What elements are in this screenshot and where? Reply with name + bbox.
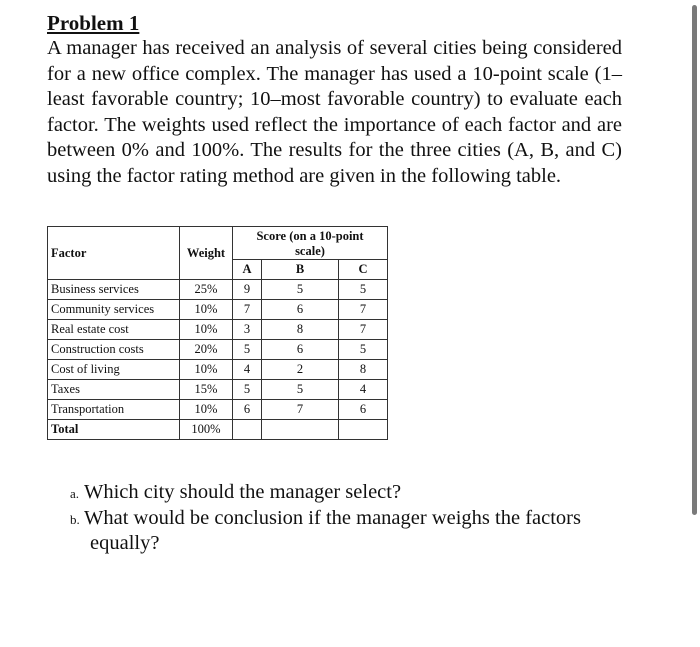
total-weight: 100%: [180, 420, 233, 440]
weight-cell: 10%: [180, 400, 233, 420]
weight-cell: 25%: [180, 280, 233, 300]
table-row: [48, 400, 388, 420]
score-b-cell: 2: [262, 360, 339, 380]
header-score: [233, 227, 388, 260]
factor-cell: Real estate cost: [48, 320, 180, 340]
table-row: [48, 360, 388, 380]
factor-cell: Cost of living: [48, 360, 180, 380]
weight-cell: 20%: [180, 340, 233, 360]
header-city-b: B: [262, 260, 339, 280]
score-b-cell: 5: [262, 280, 339, 300]
score-a-cell: 4: [233, 360, 262, 380]
question-a-text: Which city should the manager select?: [84, 481, 402, 503]
table-row: [48, 340, 388, 360]
score-b-cell: 7: [262, 400, 339, 420]
factor-cell: Transportation: [48, 400, 180, 420]
header-score-line1: Score (on a 10-point: [256, 229, 364, 243]
score-b-cell: 6: [262, 300, 339, 320]
table-header-row: [48, 227, 388, 260]
header-city-c: C: [339, 260, 388, 280]
total-b-cell: [262, 420, 339, 440]
question-a: [70, 480, 630, 506]
weight-cell: 10%: [180, 360, 233, 380]
score-c-cell: 7: [339, 320, 388, 340]
weight-cell: 10%: [180, 300, 233, 320]
score-a-cell: 6: [233, 400, 262, 420]
factor-cell: Community services: [48, 300, 180, 320]
score-a-cell: 3: [233, 320, 262, 340]
score-c-cell: 6: [339, 400, 388, 420]
factor-cell: Business services: [48, 280, 180, 300]
scrollbar[interactable]: [692, 5, 697, 515]
question-b-marker: b.: [70, 511, 80, 527]
score-b-cell: 6: [262, 340, 339, 360]
score-c-cell: 7: [339, 300, 388, 320]
table-row: [48, 280, 388, 300]
questions-list: [70, 480, 630, 557]
score-b-cell: 5: [262, 380, 339, 400]
problem-section: [47, 10, 622, 190]
header-score-line2: scale): [295, 244, 325, 258]
question-a-marker: a.: [70, 486, 80, 501]
total-c-cell: [339, 420, 388, 440]
score-a-cell: 7: [233, 300, 262, 320]
factor-cell: Construction costs: [48, 340, 180, 360]
problem-description: A manager has received an analysis of several cities being considered for a new office complex. The manager has used a 10-point scale (1–least favorable country; 10–most favorable country) to evaluate each factor. The weights used reflect the importance of each factor and are between 0% and 100%. The results for the three cities (A, B, and C) using the factor rating method are given in the following table.: [47, 37, 622, 187]
weight-cell: 10%: [180, 320, 233, 340]
score-c-cell: 5: [339, 280, 388, 300]
table-row: [48, 380, 388, 400]
score-b-cell: 8: [262, 320, 339, 340]
question-b: [70, 506, 630, 557]
question-b-text-line2: equally?: [90, 532, 160, 555]
problem-title: Problem 1: [47, 11, 140, 35]
header-factor: Factor: [48, 227, 180, 280]
total-row: [48, 420, 388, 440]
total-label: Total: [48, 420, 180, 440]
score-c-cell: 8: [339, 360, 388, 380]
header-weight: Weight: [180, 227, 233, 280]
factor-rating-table: [47, 226, 388, 440]
score-c-cell: 4: [339, 380, 388, 400]
weight-cell: 15%: [180, 380, 233, 400]
factor-cell: Taxes: [48, 380, 180, 400]
score-a-cell: 5: [233, 340, 262, 360]
score-a-cell: 5: [233, 380, 262, 400]
header-city-a: A: [233, 260, 262, 280]
table-row: [48, 300, 388, 320]
question-b-text-line1: What would be conclusion if the manager weighs the factors: [84, 506, 581, 529]
table-row: [48, 320, 388, 340]
score-c-cell: 5: [339, 340, 388, 360]
total-a-cell: [233, 420, 262, 440]
score-a-cell: 9: [233, 280, 262, 300]
